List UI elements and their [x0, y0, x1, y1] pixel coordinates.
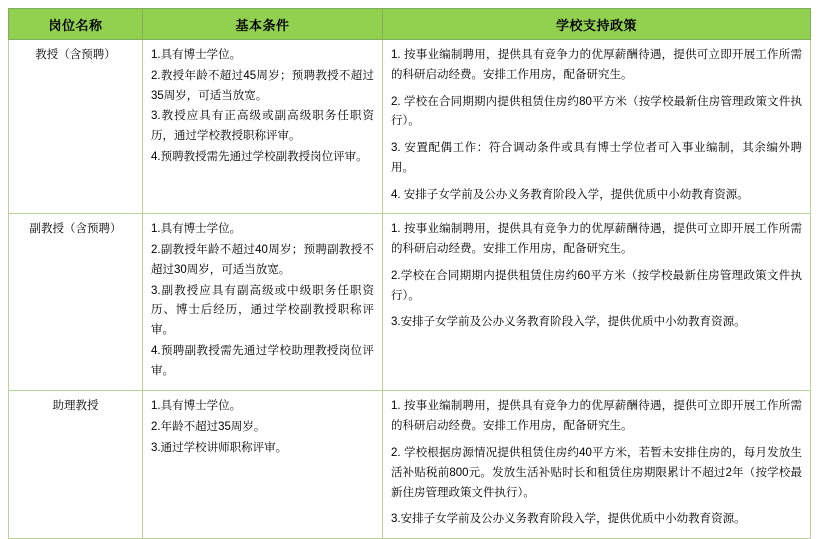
cell-support-policy [383, 40, 811, 214]
policy-item: 2. 学校根据房源情况提供租赁住房约40平方米，若暂未安排住房的，每月发放生活补贴税前800元。发放生活补贴时长和租赁住房期限累计不超过2年（按学校最新住房管理政策文件执行）。 [391, 447, 802, 499]
condition-item: 2.年龄不超过35周岁。 [151, 421, 266, 434]
job-positions-table [8, 8, 811, 539]
policy-item: 1. 按事业编制聘用，提供具有竞争力的优厚薪酬待遇，提供可立即开展工作所需的科研启动经费。安排工作用房，配备研究生。 [391, 400, 802, 433]
policy-item: 1. 按事业编制聘用，提供具有竞争力的优厚薪酬待遇，提供可立即开展工作所需的科研启动经费。安排工作用房，配备研究生。 [391, 223, 802, 256]
condition-item: 4.预聘教授需先通过学校副教授岗位评审。 [151, 150, 368, 163]
condition-item: 1.具有博士学位。 [151, 223, 242, 236]
cell-post-name: 教授（含预聘） [9, 40, 143, 214]
condition-item: 1.具有博士学位。 [151, 49, 242, 61]
column-header-post-name: 岗位名称 [9, 9, 143, 40]
condition-item: 4.预聘副教授需先通过学校助理教授岗位评审。 [151, 344, 374, 377]
policy-item: 3.安排子女学前及公办义务教育阶段入学，提供优质中小幼教育资源。 [391, 513, 746, 526]
table-row [9, 391, 811, 539]
condition-item: 2.教授年龄不超过45周岁；预聘教授不超过35周岁，可适当放宽。 [151, 69, 374, 102]
condition-item: 3.通过学校讲师职称评审。 [151, 442, 288, 455]
policy-item: 2.学校在合同期期内提供租赁住房约60平方米（按学校最新住房管理政策文件执行）。 [391, 269, 802, 302]
condition-item: 3.副教授应具有副高级或中级职务任职资历、博士后经历，通过学校副教授职称评审。 [151, 284, 374, 337]
policy-item: 2. 学校在合同期期内提供租赁住房约80平方米（按学校最新住房管理政策文件执行）。 [391, 95, 802, 128]
policy-item: 3.安排子女学前及公办义务教育阶段入学，提供优质中小幼教育资源。 [391, 316, 746, 329]
condition-item: 3.教授应具有正高级或副高级职务任职资历，通过学校教授职称评审。 [151, 110, 374, 143]
column-header-support-policy: 学校支持政策 [383, 9, 811, 40]
table-row [9, 214, 811, 391]
condition-item: 1.具有博士学位。 [151, 400, 242, 413]
policy-item: 1. 按事业编制聘用，提供具有竞争力的优厚薪酬待遇，提供可立即开展工作所需的科研启动经费。安排工作用房，配备研究生。 [391, 49, 802, 81]
cell-post-name: 助理教授 [9, 391, 143, 539]
table-row [9, 40, 811, 214]
condition-item: 2.副教授年龄不超过40周岁；预聘副教授不超过30周岁，可适当放宽。 [151, 244, 374, 276]
cell-basic-conditions [143, 214, 383, 391]
cell-basic-conditions [143, 391, 383, 539]
cell-post-name: 副教授（含预聘） [9, 214, 143, 391]
cell-support-policy [383, 391, 811, 539]
cell-basic-conditions [143, 40, 383, 214]
cell-support-policy [383, 214, 811, 391]
policy-item: 4. 安排子女学前及公办义务教育阶段入学，提供优质中小幼教育资源。 [391, 188, 749, 201]
table-header-row [9, 9, 811, 40]
column-header-basic-conditions: 基本条件 [143, 9, 383, 40]
policy-item: 3. 安置配偶工作：符合调动条件或具有博士学位者可入事业编制，其余编外聘用。 [391, 142, 802, 174]
